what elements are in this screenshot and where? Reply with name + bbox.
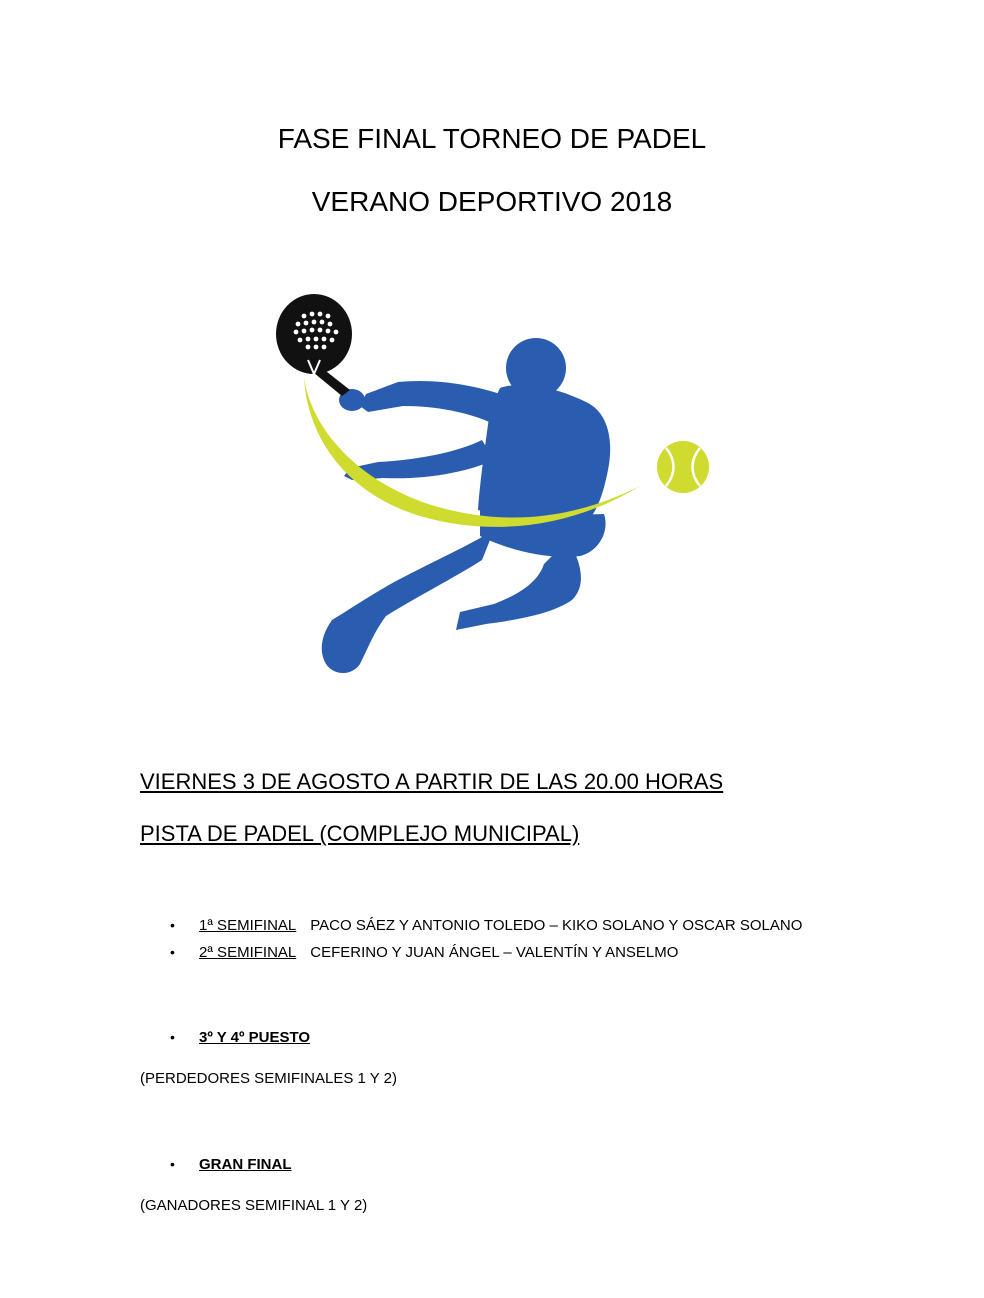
racket-icon — [276, 294, 352, 396]
final-note: (GANADORES SEMIFINAL 1 Y 2) — [140, 1197, 368, 1214]
player-silhouette — [322, 338, 610, 673]
list-item-semifinal-2 — [170, 942, 678, 963]
event-venue: PISTA DE PADEL (COMPLEJO MUNICIPAL) — [140, 821, 580, 846]
third-place-label: 3º Y 4º PUESTO — [199, 1029, 311, 1046]
ball-icon — [657, 441, 709, 493]
title-line-2: VERANO DEPORTIVO 2018 — [311, 186, 673, 217]
bullet-icon: • — [170, 1156, 175, 1172]
semifinal-2-teams: CEFERINO Y JUAN ÁNGEL – VALENTÍN Y ANSELMO — [310, 944, 679, 961]
bullet-icon: • — [170, 917, 175, 933]
list-item-third-place — [170, 1027, 310, 1048]
bullet-icon: • — [170, 1029, 175, 1045]
semifinal-1-teams: PACO SÁEZ Y ANTONIO TOLEDO – KIKO SOLANO Y OSCAR SOLANO — [310, 917, 803, 934]
list-item-final — [170, 1154, 292, 1175]
title-line-1: FASE FINAL TORNEO DE PADEL — [277, 123, 707, 154]
third-place-note: (PERDEDORES SEMIFINALES 1 Y 2) — [140, 1070, 398, 1087]
final-label: GRAN FINAL — [199, 1156, 292, 1173]
list-item-semifinal-1 — [170, 915, 802, 936]
semifinal-2-label: 2ª SEMIFINAL — [199, 944, 297, 961]
bullet-icon: • — [170, 944, 175, 960]
padel-player-icon — [268, 290, 728, 690]
semifinal-1-label: 1ª SEMIFINAL — [199, 917, 297, 934]
event-date: VIERNES 3 DE AGOSTO A PARTIR DE LAS 20.00 HORAS — [140, 769, 724, 794]
